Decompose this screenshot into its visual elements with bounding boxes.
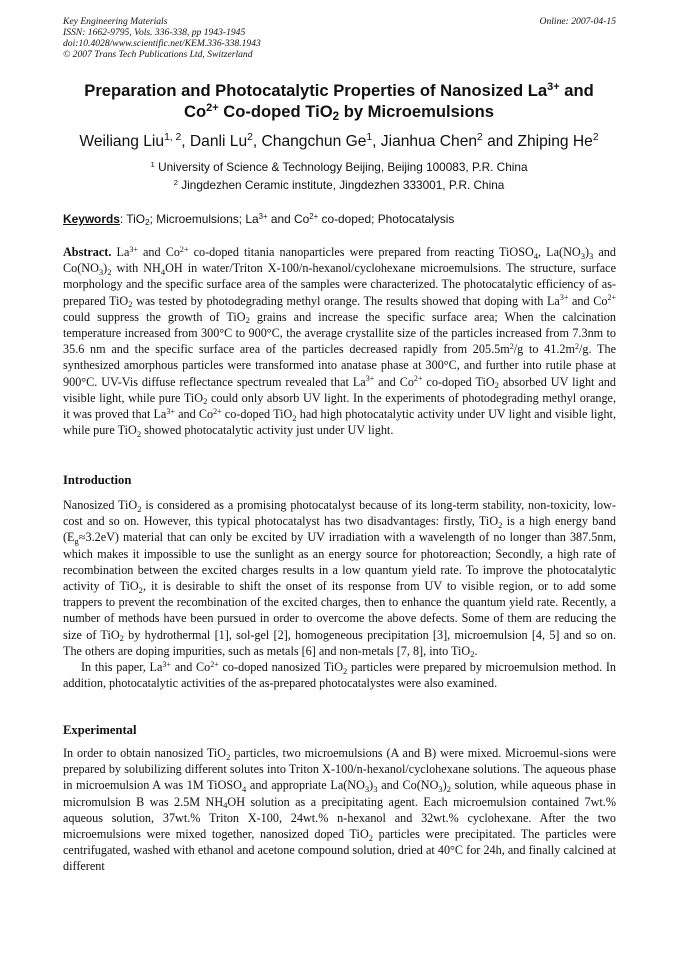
experimental-heading: Experimental <box>63 723 137 737</box>
author-list: Weiliang Liu$^{1, 2}$, Danli Lu$^2$, Changchun Ge$^1$, Jianhua Chen$^2$ and Zhiping He$^2$ <box>79 132 599 150</box>
introduction-paragraph-2: In this paper, $La^{3+}$ and $Co^{2+}$ co-doped nanosized TiO$_2$ particles were prepared by microemulsion method. In addition, photocatalytic activities of the as-prepared photocatalystes were also examined. <box>63 659 616 691</box>
introduction-body <box>63 497 616 691</box>
online-date: Online: 2007-04-15 <box>539 16 616 27</box>
keywords-label: Keywords <box>63 212 120 226</box>
affiliation-2: $^2$ Jingdezhen Ceramic institute, Jingdezhen 333001, P.R. China <box>173 177 505 192</box>
experimental-paragraph-1: In order to obtain nanosized TiO$_2$ particles, two microemulsions (A and B) were mixed. Microemul-sions were prepared by solubilizing different solutes into Triton X-100/n-hexanol/cyclohexane solutions. The aqueous phase in microemulsion A was 1M TiOSO$_4$ and appropriate $La(NO_3)_3$ and $Co(NO_3)_2$ solution, while aqueous phase in micromulsion B was 2.5M $NH_4OH$ solution as a precipitating agent. Each microemulsion contained 7wt.% aqueous solution, 37wt.% Triton X-100, 24wt.% n-hexanol and 32wt.% cyclohexane. After the two microemulsions were mixed together, nanosized doped TiO$_2$ particles were precipitated. The particles were centrifugated, washed with ethanol and acetone compound solution, dried at 40°C for 24h, and finally calcined at different <box>63 746 617 874</box>
experimental-body <box>63 745 616 875</box>
issn-line: ISSN: 1662-9795, Vols. 336-338, pp 1943-1945 <box>63 27 246 38</box>
journal-header <box>63 16 616 60</box>
affiliation-1: $^1$ University of Science & Technology Beijing, Beijing 100083, P.R. China <box>150 159 528 174</box>
doi-line: doi:10.4028/www.scientific.net/KEM.336-338.1943 <box>63 38 261 49</box>
abstract-label: Abstract. <box>63 245 112 259</box>
copyright-line: © 2007 Trans Tech Publications Ltd, Switzerland <box>63 49 253 60</box>
title-line-2: $Co^{2+}$ Co-doped TiO$_2$ by Microemulsions <box>184 101 494 124</box>
keywords: Keywords: TiO$_2$; Microemulsions; $La^{3+}$ and $Co^{2+}$ co-doped; Photocatalysis <box>63 211 455 228</box>
abstract: Abstract. $La^{3+}$ and $Co^{2+}$ co-doped titania nanoparticles were prepared from reacting TiOSO$_4$, $La(NO_3)_3$ and $Co(NO_3)_2$ with $NH_4OH$ in water/Triton X-100/n-hexanol/cyclohexane microemulsions. The structure, surface morphology and the specific surface area of the samples were characterized. The photocatalytic efficiency of as-prepared TiO$_2$ was tested by photodegrading methyl orange. The results showed that doping with $La^{3+}$ and $Co^{2+}$ could suppress the growth of TiO$_2$ grains and increase the specific surface area; When the calcination temperature increased from 300°C to 900°C, the average crystallite size of the particles increased from 7.3nm to 35.6 nm and the specific surface area of the particles decreased rapidly from $205.5m^2/g$ to $41.2m^2/g$. The synthesized amorphous particles were transformed into anatase phase at 300°C, and further into rutile phase at 900°C. UV-Vis diffuse reflectance spectrum revealed that $La^{3+}$ and $Co^{2+}$ co-doped TiO$_2$ absorbed UV light and visible light, while pure TiO$_2$ could only absorb UV light. In the experiments of photodegrading methyl orange, it was proved that $La^{3+}$ and $Co^{2+}$ co-doped TiO$_2$ had high photocatalytic activity under UV light and visible light, while pure TiO$_2$ showed photocatalytic activity just under UV light. <box>63 244 616 439</box>
introduction-heading: Introduction <box>63 473 132 487</box>
title-line-1: Preparation and Photocatalytic Properties of Nanosized $La^{3+}$ and <box>84 80 594 100</box>
introduction-paragraph-1: Nanosized TiO$_2$ is considered as a promising photocatalyst because of its long-term stability, non-toxicity, low-cost and so on. However, this typical photocatalyst has two disadvantages: firstly, TiO$_2$ is a high energy band $(E_g\approx 3.2eV)$ material that can only be excited by UV irradiation with a wavelength of no longer than 387.5nm, which makes it impossible to use the sunlight as an energy source for photoreaction; Secondly, a high rate of recombination between the excited charges results in a low quantum yield rate. To improve the photocatalytic activity of TiO$_2$, it is desirable to shift the onset of its response from UV to visible region, or to add some trappers to prevent the recombination of the excited charges, then to enhance the quantum yield rate. Recently, a number of methods have been pursued in order to overcome the above defects. Some of them are reducing the size of TiO$_2$ by hydrothermal [1], sol-gel [2], homogeneous precipitation [3], microemulsion [4, 5] and so on. The others are doping impurities, such as metals [6] and non-metals [7, 8], into TiO$_2$. <box>63 498 616 660</box>
journal-name: Key Engineering Materials <box>63 16 168 27</box>
paper-title <box>40 80 638 122</box>
